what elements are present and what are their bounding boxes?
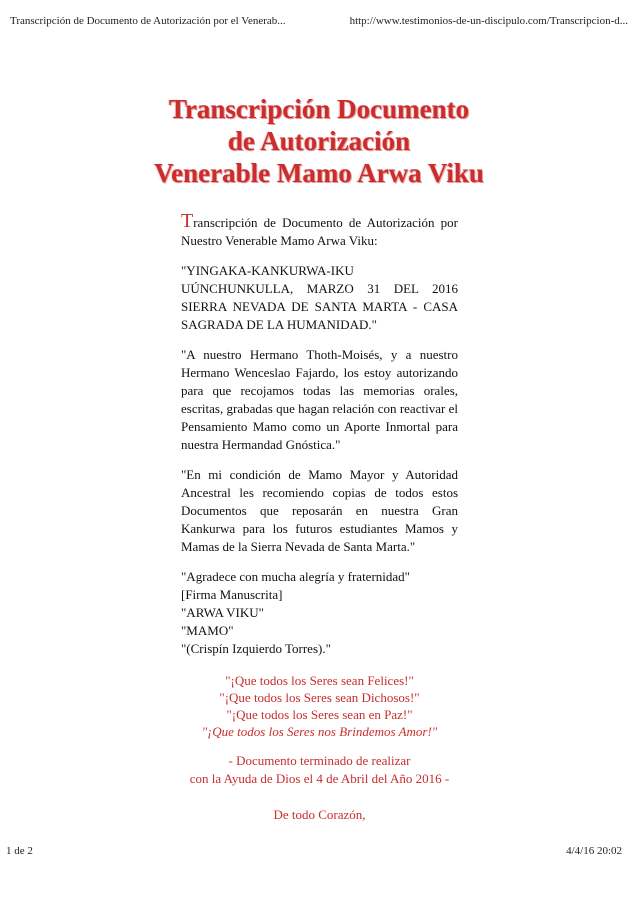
blessing-line-3: "¡Que todos los Seres sean en Paz!" <box>226 707 413 722</box>
header-url[interactable]: http://www.testimonios-de-un-discipulo.com/Transcripcion-d... <box>349 15 628 27</box>
main-content <box>181 212 458 824</box>
document-title <box>0 93 638 189</box>
blessing-line-2: "¡Que todos los Seres sean Dichosos!" <box>219 690 420 705</box>
sign-off: De todo Corazón, <box>273 807 366 822</box>
title-line-3: Venerable Mamo Arwa Viku <box>154 158 484 188</box>
title-line-1: Transcripción Documento <box>168 94 470 124</box>
blessing-line-1: "¡Que todos los Seres sean Felices!" <box>225 673 414 688</box>
signature-block <box>181 568 458 658</box>
blessings-block <box>181 672 458 740</box>
signature-line-2: [Firma Manuscrita] <box>181 587 283 602</box>
blessing-line-4: "¡Que todos los Seres nos Brindemos Amor!" <box>201 724 438 739</box>
signature-line-4: "MAMO" <box>181 623 234 638</box>
drop-cap: T <box>181 210 194 232</box>
intro-text: ranscripción de Documento de Autorización por Nuestro Venerable Mamo Arwa Viku: <box>181 215 458 248</box>
title-line-2: de Autorización <box>227 126 411 156</box>
signature-line-1: "Agradece con mucha alegría y fraternidad" <box>181 569 410 584</box>
page-number: 1 de 2 <box>6 845 33 857</box>
signature-line-3: "ARWA VIKU" <box>181 605 264 620</box>
intro-paragraph <box>181 212 458 250</box>
print-footer <box>6 845 622 861</box>
header-quote-paragraph: "YINGAKA-KANKURWA-IKU UÚNCHUNKULLA, MARZO 31 DEL 2016 SIERRA NEVADA DE SANTA MARTA - CASA SAGRADA DE LA HUMANIDAD." <box>181 263 458 332</box>
ending-line-1: - Documento terminado de realizar <box>228 753 411 768</box>
print-timestamp: 4/4/16 20:02 <box>566 845 622 857</box>
print-header <box>10 15 628 31</box>
recommendation-paragraph: "En mi condición de Mamo Mayor y Autoridad Ancestral les recomiendo copias de todos estos Documentos que reposarán en nuestra Gran Kankurwa para los futuros estudiantes Mamos y Mamas de la Sierra Nevada de Santa Marta." <box>181 467 458 554</box>
header-page-title: Transcripción de Documento de Autorización por el Venerab... <box>10 15 286 27</box>
signature-line-5: "(Crispín Izquierdo Torres)." <box>181 641 331 656</box>
document-ending <box>181 752 458 788</box>
ending-line-2: con la Ayuda de Dios el 4 de Abril del Año 2016 - <box>189 771 450 786</box>
authorization-paragraph: "A nuestro Hermano Thoth-Moisés, y a nuestro Hermano Wenceslao Fajardo, los estoy autorizando para que recojamos todas las memorias orales, escritas, grabadas que hagan relación con reactivar el Pensamiento Mamo como un Aporte Inmortal para nuestra Hermandad Gnóstica." <box>181 347 458 452</box>
